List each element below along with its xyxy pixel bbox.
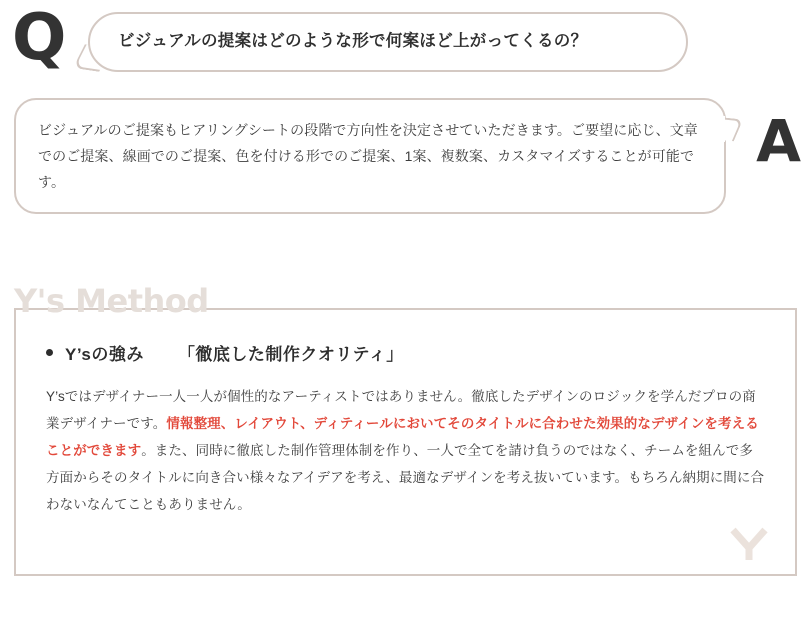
method-box <box>14 308 797 576</box>
bullet-icon <box>46 349 53 356</box>
answer-text: ビジュアルのご提案もヒアリングシートの段階で方向性を決定させていただきます。ご要望に応じ、文章でのご提案、線画でのご提案、色を付ける形でのご提案、1案、複数案、カスタマイズすることが可能です。 <box>38 122 698 190</box>
method-body-part2: 。また、同時に徹底した制作管理体制を作り、一人で全てを請け負うのではなく、チームを組んで多方面からそのタイトルに向き合い様々なアイデアを考え、最適なデザインを考え抜いています。もちろん納期に間に合わないなんてこともありません。 <box>46 443 765 512</box>
question-bubble <box>88 12 688 72</box>
method-heading-quote: 「徹底した制作クオリティ」 <box>177 345 404 364</box>
ys-logo-icon <box>729 524 769 564</box>
answer-marker: A <box>756 107 801 175</box>
answer-bubble-tail-cover <box>703 116 725 142</box>
question-marker: Q <box>12 1 66 75</box>
method-body-emphasis: 情報整理、レイアウト、ディティールにおいてそのタイトルに合わせた効果的なデザインを考えることができます <box>46 416 759 458</box>
method-heading-label: Y’sの強み <box>65 345 144 364</box>
method-section-title: Y's Method <box>14 282 209 320</box>
method-heading <box>46 340 795 365</box>
answer-row <box>0 92 811 242</box>
answer-bubble <box>14 98 726 214</box>
method-body <box>46 383 765 518</box>
question-row <box>0 0 811 92</box>
qa-section <box>0 0 811 242</box>
method-body-part1: Y’sではデザイナー一人一人が個性的なアーティストではありません。徹底したデザインのロジックを学んだプロの商業デザイナーです。 <box>46 389 756 431</box>
question-text: ビジュアルの提案はどのような形で何案ほど上がってくるの？ <box>118 32 588 51</box>
